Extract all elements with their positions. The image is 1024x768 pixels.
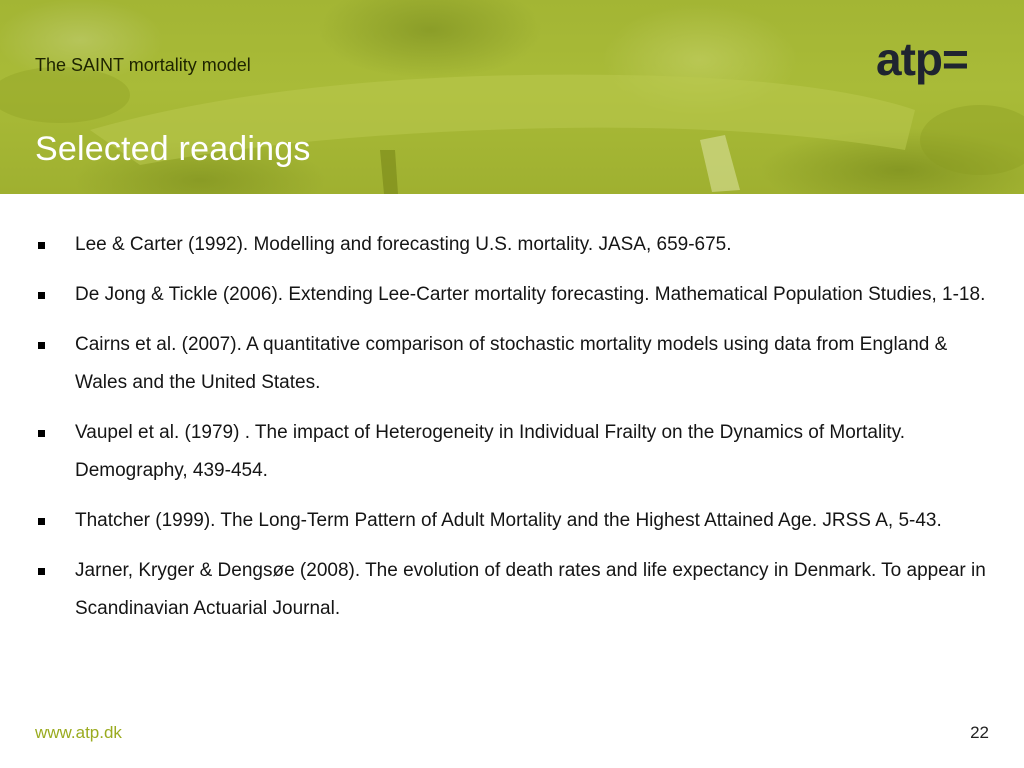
reading-item [35,414,995,490]
slide-header [0,0,1024,194]
reading-item [35,502,995,540]
presentation-subtitle: The SAINT mortality model [35,55,251,75]
square-bullet-icon [38,292,45,299]
page-number: 22 [970,723,989,742]
reading-item [35,552,995,628]
reading-text: De Jong & Tickle (2006). Extending Lee-Carter mortality forecasting. Mathematical Population Studies, 1-18. [75,284,986,305]
readings-list [35,226,995,640]
footer-website-link[interactable]: www.atp.dk [35,723,122,742]
reading-item [35,326,995,402]
reading-text: Vaupel et al. (1979) . The impact of Heterogeneity in Individual Frailty on the Dynamics of Mortality. Demography, 439-454. [75,422,906,481]
reading-item [35,226,995,264]
reading-text: Cairns et al. (2007). A quantitative comparison of stochastic mortality models using data from England & Wales and the United States. [75,334,948,393]
square-bullet-icon [38,342,45,349]
square-bullet-icon [38,568,45,575]
square-bullet-icon [38,430,45,437]
reading-item [35,276,995,314]
slide-title: Selected readings [35,130,311,168]
reading-text: Thatcher (1999). The Long-Term Pattern of Adult Mortality and the Highest Attained Age. JRSS A, 5-43. [75,510,942,531]
square-bullet-icon [38,518,45,525]
reading-text: Lee & Carter (1992). Modelling and forecasting U.S. mortality. JASA, 659-675. [75,234,732,255]
reading-text: Jarner, Kryger & Dengsøe (2008). The evolution of death rates and life expectancy in Denmark. To appear in Scandinavian Actuarial Journal. [75,560,986,619]
atp-logo: atp= [876,33,968,85]
square-bullet-icon [38,242,45,249]
